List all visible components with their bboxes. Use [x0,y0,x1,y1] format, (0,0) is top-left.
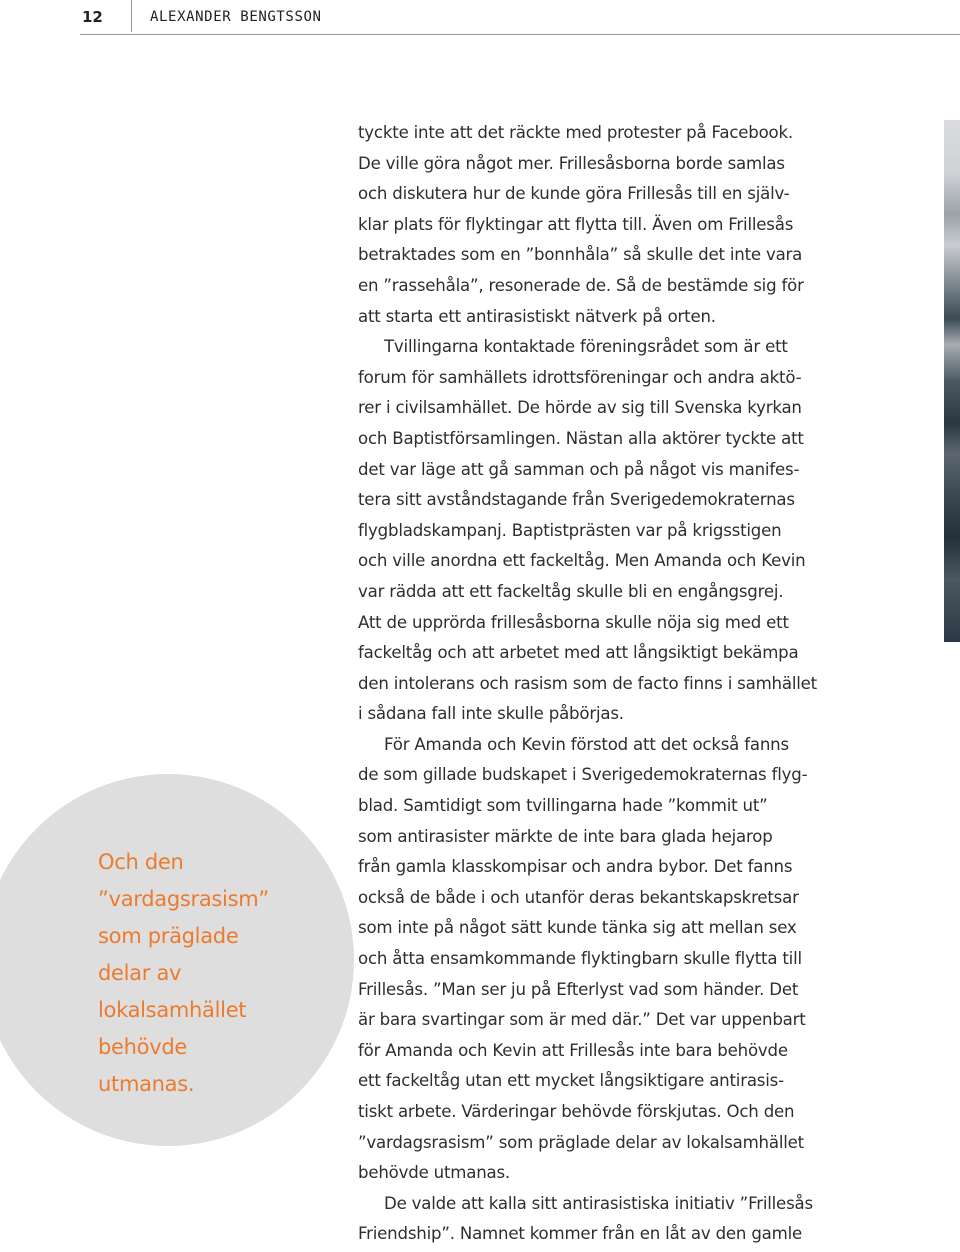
pull-quote-line: Och den [98,850,184,874]
body-line: är bara svartingar som är med där.” Det var uppenbart [358,1010,806,1030]
body-line: fackeltåg och att arbetet med att långsiktigt bekämpa [358,643,799,663]
body-line: som antirasister märkte de inte bara glada hejarop [358,826,773,846]
edge-photo-strip [944,120,960,642]
body-line: och ville anordna ett fackeltåg. Men Amanda och Kevin [358,551,806,571]
body-line: rer i civilsamhället. De hörde av sig till Svenska kyrkan [358,398,802,418]
pull-quote-line: ”vardagsrasism” [98,887,269,911]
body-line: för Amanda och Kevin att Frillesås inte bara behövde [358,1040,788,1060]
body-line: flygbladskampanj. Baptistprästen var på krigsstigen [358,520,782,540]
header-divider [131,0,132,32]
body-line: klar plats för flyktingar att flytta till. Även om Frillesås [358,214,794,234]
body-line: För Amanda och Kevin förstod att det också fanns [384,734,789,754]
page-header [0,0,960,40]
body-line: och åtta ensamkommande flyktingbarn skulle flytta till [358,949,802,969]
body-line: ett fackeltåg utan ett mycket långsiktigare antirasis- [358,1071,784,1091]
body-line: den intolerans och rasism som de facto finns i samhället [358,673,817,693]
body-line: Friendship”. Namnet kommer från en låt av den gamle [358,1224,803,1244]
body-line: från gamla klasskompisar och andra bybor. Det fanns [358,857,793,877]
pull-quote-line: som präglade [98,924,239,948]
body-line: Tvillingarna kontaktade föreningsrådet som är ett [384,337,788,357]
body-line: och Baptistförsamlingen. Nästan alla aktörer tyckte att [358,428,804,448]
page-number: 12 [82,8,103,26]
body-line: blad. Samtidigt som tvillingarna hade ”kommit ut” [358,796,768,816]
body-line: Att de upprörda frillesåsborna skulle nöja sig med ett [358,612,789,632]
body-line: tiskt arbete. Värderingar behövde förskjutas. Och den [358,1102,795,1121]
body-line: och diskutera hur de kunde göra Frillesås till en själv- [358,184,790,204]
body-text [358,118,842,1250]
body-line: betraktades som en ”bonnhåla” så skulle det inte vara [358,245,803,265]
body-line: tyckte inte att det räckte med protester på Facebook. [358,123,793,142]
body-line: en ”rassehåla”, resonerade de. Så de bestämde sig för [358,275,804,295]
pull-quote-line: delar av [98,961,182,985]
body-line: De valde att kalla sitt antirasistiska initiativ ”Frillesås [384,1193,813,1213]
body-line: Frillesås. ”Man ser ju på Efterlyst vad som händer. Det [358,979,799,999]
body-line: i sådana fall inte skulle påbörjas. [358,704,624,724]
body-line: tera sitt avståndstagande från Sverigedemokraternas [358,490,795,510]
body-line: De ville göra något mer. Frillesåsborna borde samlas [358,153,785,173]
body-line: ”vardagsrasism” som präglade delar av lokalsamhället [358,1132,804,1152]
header-rule [80,34,960,35]
running-head-author: ALEXANDER BENGTSSON [150,9,322,25]
pull-quote [98,844,298,1103]
pull-quote-line: lokalsamhället [98,998,247,1022]
body-line: också de både i och utanför deras bekantskapskretsar [358,887,799,907]
body-line: att starta ett antirasistiskt nätverk på orten. [358,306,716,326]
body-line: forum för samhällets idrottsföreningar och andra aktö- [358,367,802,387]
body-line: var rädda att ett fackeltåg skulle bli en engångsgrej. [358,581,784,601]
body-line: det var läge att gå samman och på något vis manifes- [358,459,800,479]
body-line: som inte på något sätt kunde tänka sig att mellan sex [358,918,797,938]
pull-quote-line: utmanas. [98,1072,195,1096]
pull-quote-line: behövde [98,1035,187,1059]
body-line: behövde utmanas. [358,1163,511,1183]
body-line: de som gillade budskapet i Sverigedemokraternas flyg- [358,765,808,785]
